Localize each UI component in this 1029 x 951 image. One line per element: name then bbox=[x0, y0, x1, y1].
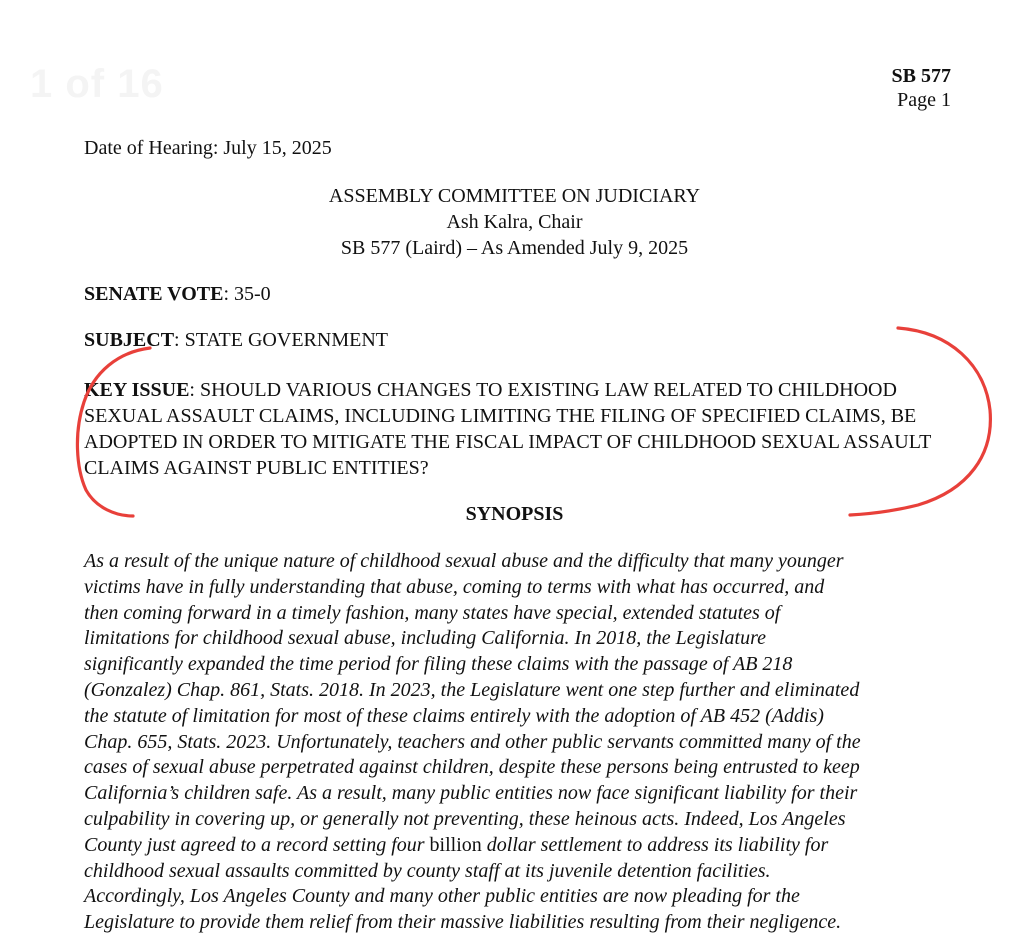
committee-name: ASSEMBLY COMMITTEE ON JUDICIARY bbox=[328, 185, 701, 207]
key-issue bbox=[84, 377, 964, 481]
senate-vote bbox=[84, 283, 271, 306]
synopsis-line-upright-word: billion bbox=[429, 833, 482, 856]
senate-vote-label: SENATE VOTE bbox=[84, 283, 224, 305]
synopsis-line: (Gonzalez) Chap. 861, Stats. 2018. In 2023, the Legislature went one step further and eliminated bbox=[84, 678, 860, 701]
synopsis-line: significantly expanded the time period for filing these claims with the passage of AB 218 bbox=[84, 653, 793, 676]
synopsis-line: the statute of limitation for most of these claims entirely with the adoption of AB 452 (Addis) bbox=[84, 704, 824, 727]
synopsis-line: then coming forward in a timely fashion, many states have special, extended statutes of bbox=[84, 601, 781, 624]
page-number: Page 1 bbox=[897, 89, 951, 111]
synopsis-line: Accordingly, Los Angeles County and many other public entities are now pleading for the bbox=[84, 885, 800, 908]
key-issue-label: KEY ISSUE bbox=[84, 379, 190, 401]
synopsis-line: California’s children safe. As a result, many public entities now face significant liability for their bbox=[84, 782, 858, 805]
synopsis-line-part: dollar settlement to address its liability for bbox=[481, 833, 829, 856]
subject-value: : STATE GOVERNMENT bbox=[174, 329, 388, 351]
key-issue-text: : SHOULD VARIOUS CHANGES TO EXISTING LAW RELATED TO CHILDHOOD SEXUAL ASSAULT CLAIMS, INCLUDING LIMITING THE FILING OF SPECIFIED CLAIMS, BE ADOPTED IN ORDER TO MITIGATE THE FISCAL IMPACT OF CHILDHOOD SEXUAL ASSAULT CLAIMS AGAINST PUBLIC ENTITIES? bbox=[84, 379, 931, 479]
subject bbox=[84, 329, 388, 352]
committee-block bbox=[0, 183, 1029, 261]
synopsis-line: childhood sexual assaults committed by county staff at its juvenile detention facilities. bbox=[84, 859, 771, 882]
bill-id: SB 577 bbox=[891, 65, 951, 87]
synopsis-line: Legislature to provide them relief from their massive liabilities resulting from their negligence. bbox=[84, 911, 842, 934]
hearing-date: Date of Hearing: July 15, 2025 bbox=[84, 137, 332, 159]
synopsis-line-part: County just agreed to a record setting four bbox=[84, 833, 430, 856]
synopsis-line: cases of sexual abuse perpetrated against children, despite these persons being entrusted to keep bbox=[84, 756, 860, 779]
synopsis-line: Chap. 655, Stats. 2023. Unfortunately, teachers and other public servants committed many of the bbox=[84, 730, 861, 753]
bill-amendment-line: SB 577 (Laird) – As Amended July 9, 2025 bbox=[340, 237, 689, 259]
page-header bbox=[892, 64, 951, 112]
synopsis-line: victims have in fully understanding that abuse, coming to terms with what has occurred, and bbox=[84, 575, 825, 598]
synopsis-line: limitations for childhood sexual abuse, including California. In 2018, the Legislature bbox=[84, 627, 767, 650]
synopsis-body bbox=[84, 549, 964, 936]
senate-vote-value: : 35-0 bbox=[223, 283, 271, 305]
synopsis-heading: SYNOPSIS bbox=[465, 503, 564, 525]
synopsis-line: As a result of the unique nature of childhood sexual abuse and the difficulty that many younger bbox=[84, 550, 844, 572]
synopsis-line: culpability in covering up, or generally not preventing, these heinous acts. Indeed, Los Angeles bbox=[84, 807, 846, 830]
committee-chair: Ash Kalra, Chair bbox=[446, 211, 583, 233]
page-counter-overlay: 1 of 16 bbox=[30, 62, 164, 106]
subject-label: SUBJECT bbox=[84, 329, 175, 351]
synopsis-line bbox=[84, 833, 964, 859]
